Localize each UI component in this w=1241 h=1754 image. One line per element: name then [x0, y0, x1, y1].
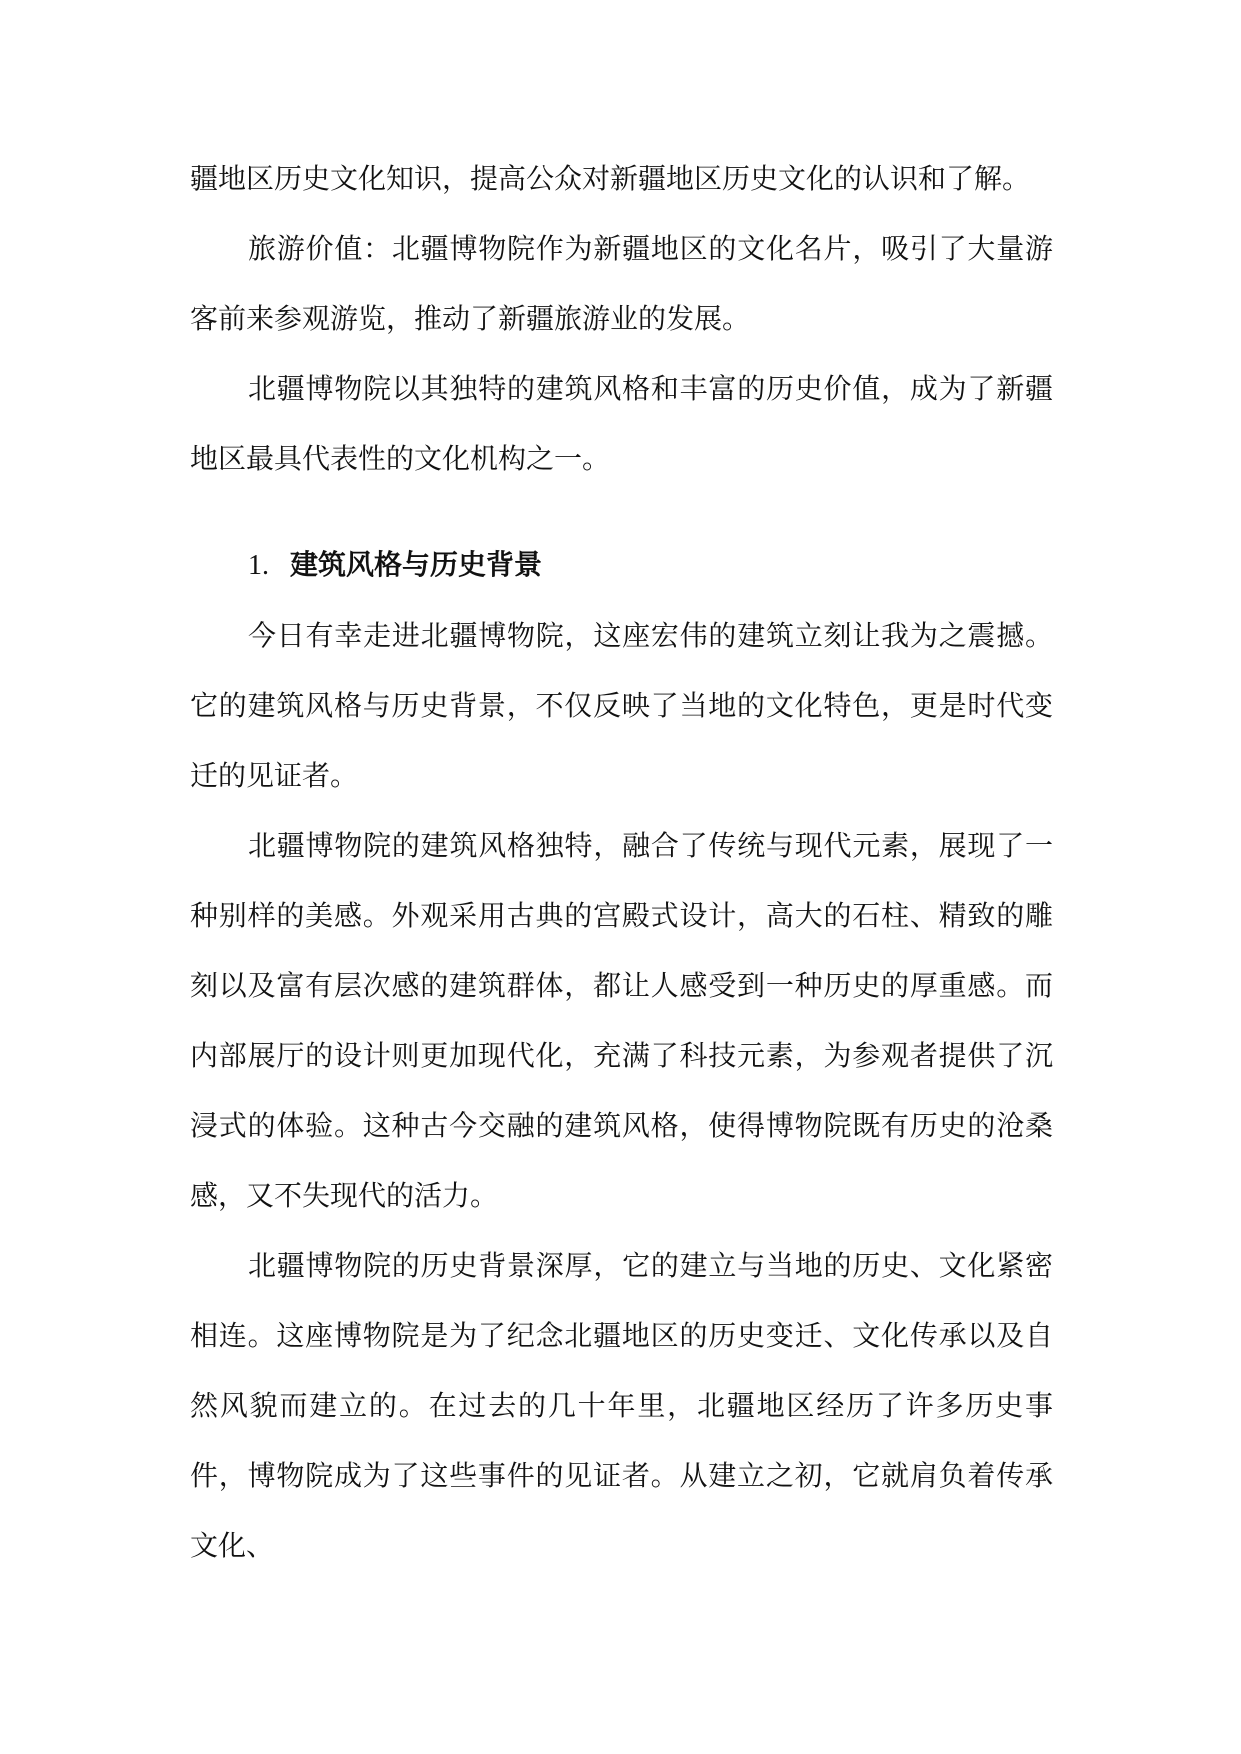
paragraph-continuation: 疆地区历史文化知识，提高公众对新疆地区历史文化的认识和了解。 [190, 162, 1031, 195]
paragraph-history-background: 北疆博物院的历史背景深厚，它的建立与当地的历史、文化紧密相连。这座博物院是为了纪念北疆地区的历史变迁、文化传承以及自然风貌而建立的。在过去的几十年里，北疆地区经历了许多历史事件，博物院成为了这些事件的见证者。从建立之初，它就肩负着传承文化、 [190, 1249, 1053, 1562]
paragraph-tourism-value: 旅游价值：北疆博物院作为新疆地区的文化名片，吸引了大量游客前来参观游览，推动了新疆旅游业的发展。 [190, 232, 1053, 335]
section-title: 建筑风格与历史背景 [290, 548, 543, 581]
document-body [190, 144, 1053, 1581]
paragraph-intro: 今日有幸走进北疆博物院，这座宏伟的建筑立刻让我为之震撼。它的建筑风格与历史背景，不仅反映了当地的文化特色，更是时代变迁的见证者。 [190, 619, 1053, 792]
section-heading [190, 530, 1053, 601]
paragraph-summary: 北疆博物院以其独特的建筑风格和丰富的历史价值，成为了新疆地区最具代表性的文化机构之一。 [190, 372, 1053, 475]
paragraph-architecture-style: 北疆博物院的建筑风格独特，融合了传统与现代元素，展现了一种别样的美感。外观采用古典的宫殿式设计，高大的石柱、精致的雕刻以及富有层次感的建筑群体，都让人感受到一种历史的厚重感。而内部展厅的设计则更加现代化，充满了科技元素，为参观者提供了沉浸式的体验。这种古今交融的建筑风格，使得博物院既有历史的沧桑感，又不失现代的活力。 [190, 829, 1053, 1212]
section-spacer [190, 494, 1053, 530]
section-number: 1. [248, 550, 269, 581]
